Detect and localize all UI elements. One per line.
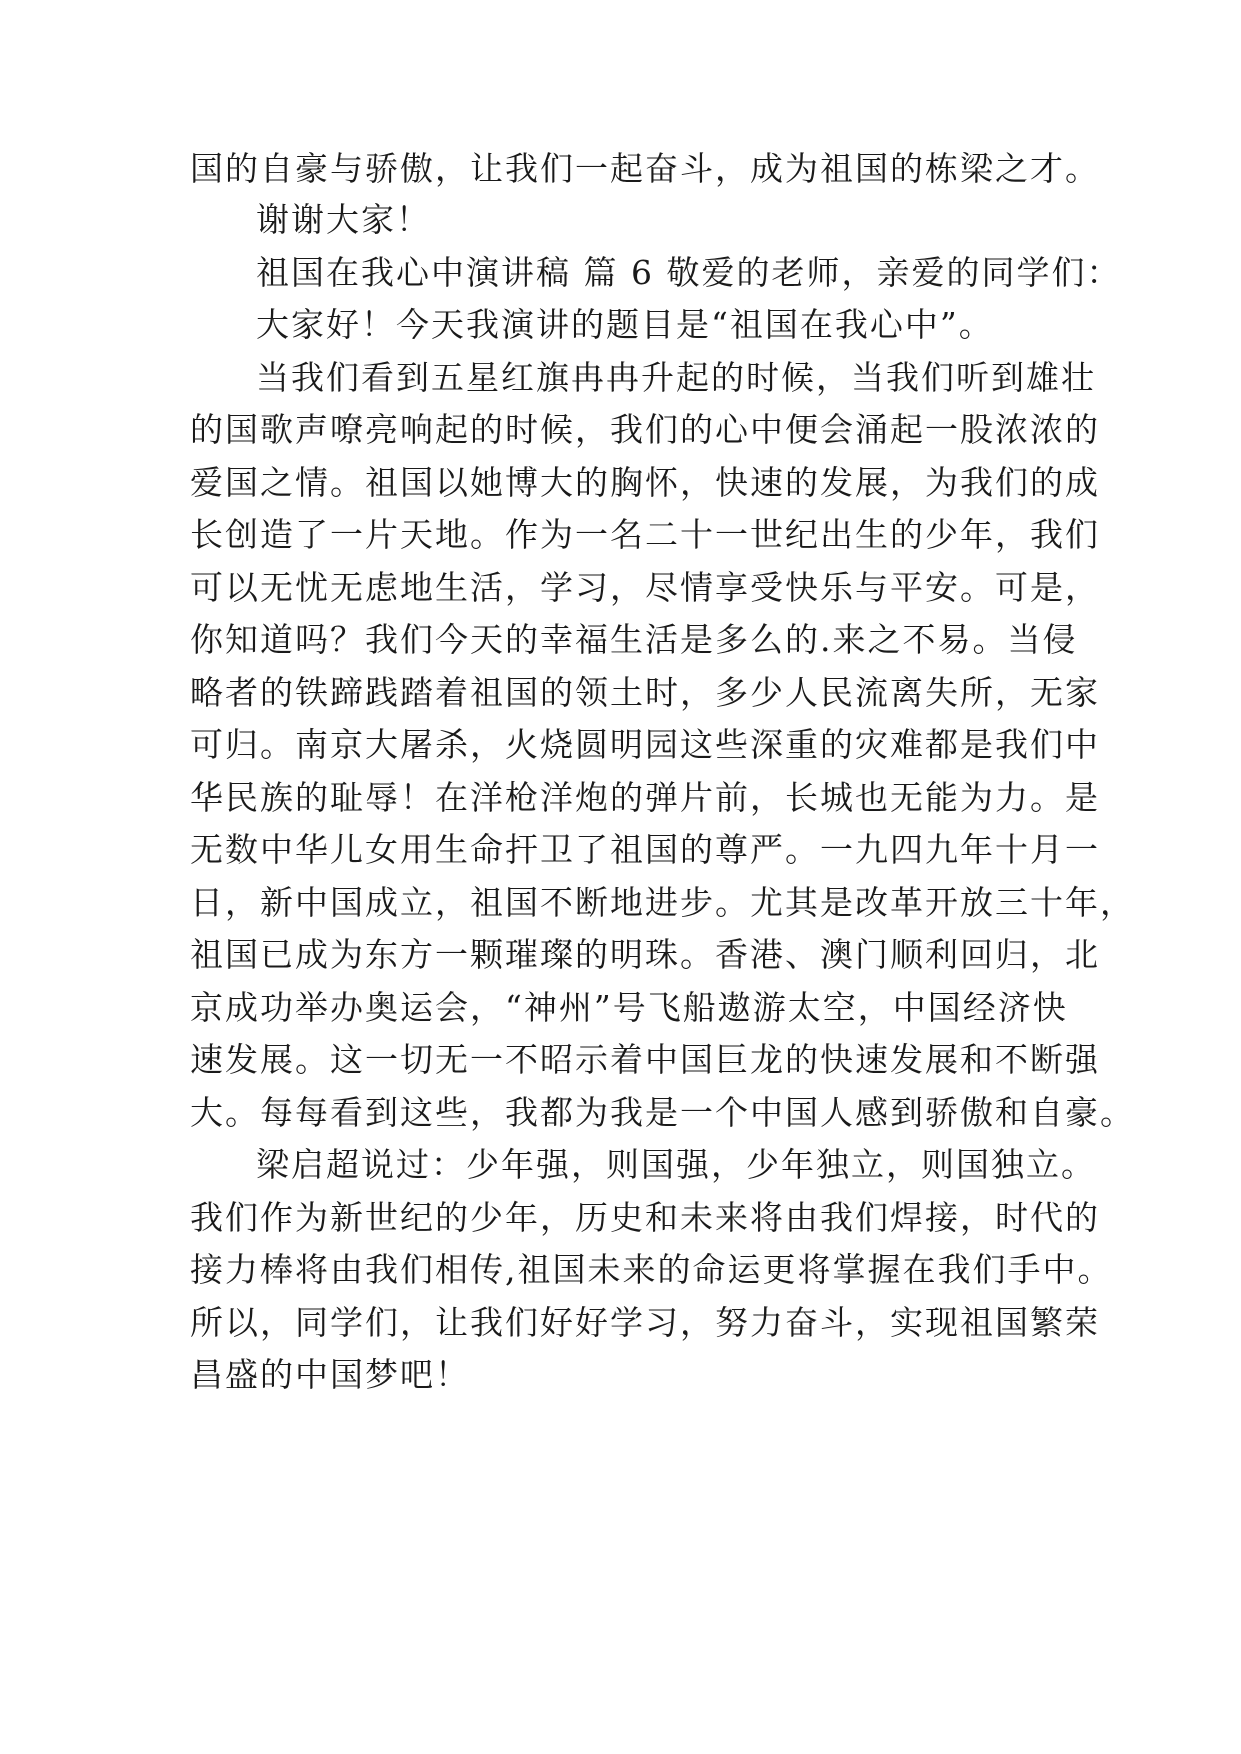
paragraph-line: 祖国在我心中演讲稿 篇 6 敬爱的老师，亲爱的同学们： [256, 253, 1122, 292]
paragraph-line: 大家好！今天我演讲的题目是“祖国在我心中”。 [256, 305, 994, 344]
paragraph-line: 可归。南京大屠杀，火烧圆明园这些深重的灾难都是我们中 [190, 725, 1100, 764]
paragraph-line: 大。每每看到这些，我都为我是一个中国人感到骄傲和自豪。 [190, 1093, 1135, 1132]
paragraph-line: 日，新中国成立，祖国不断地进步。尤其是改革开放三十年， [190, 883, 1135, 922]
paragraph-line: 长创造了一片天地。作为一名二十一世纪出生的少年，我们 [190, 515, 1100, 554]
paragraph-line: 京成功举办奥运会，“神州”号飞船遨游太空，中国经济快 [190, 988, 1068, 1027]
paragraph-line: 昌盛的中国梦吧！ [190, 1355, 470, 1394]
paragraph-line: 当我们看到五星红旗冉冉升起的时候，当我们听到雄壮 [256, 358, 1096, 397]
paragraph-line: 可以无忧无虑地生活，学习，尽情享受快乐与平安。可是， [190, 568, 1100, 607]
paragraph-line: 你知道吗？我们今天的幸福生活是多么的.来之不易。当侵 [190, 620, 1078, 659]
paragraph-line: 祖国已成为东方一颗璀璨的明珠。香港、澳门顺利回归，北 [190, 935, 1100, 974]
paragraph-line: 所以，同学们，让我们好好学习，努力奋斗，实现祖国繁荣 [190, 1303, 1100, 1342]
paragraph-line: 梁启超说过：少年强，则国强，少年独立，则国独立。 [256, 1145, 1096, 1184]
paragraph-line: 速发展。这一切无一不昭示着中国巨龙的快速发展和不断强 [190, 1040, 1100, 1079]
paragraph-line: 华民族的耻辱！在洋枪洋炮的弹片前，长城也无能为力。是 [190, 778, 1100, 817]
paragraph-line: 我们作为新世纪的少年，历史和未来将由我们焊接，时代的 [190, 1198, 1100, 1237]
paragraph-line: 略者的铁蹄践踏着祖国的领土时，多少人民流离失所，无家 [190, 673, 1100, 712]
paragraph-line: 谢谢大家！ [256, 200, 431, 239]
paragraph-line: 无数中华儿女用生命扞卫了祖国的尊严。一九四九年十月一 [190, 830, 1100, 869]
paragraph-line: 接力棒将由我们相传,祖国未来的命运更将掌握在我们手中。 [190, 1250, 1113, 1289]
paragraph-line: 的国歌声嘹亮响起的时候，我们的心中便会涌起一股浓浓的 [190, 410, 1100, 449]
paragraph-line: 爱国之情。祖国以她博大的胸怀，快速的发展，为我们的成 [190, 463, 1100, 502]
paragraph-line: 国的自豪与骄傲，让我们一起奋斗，成为祖国的栋梁之才。 [190, 149, 1100, 188]
